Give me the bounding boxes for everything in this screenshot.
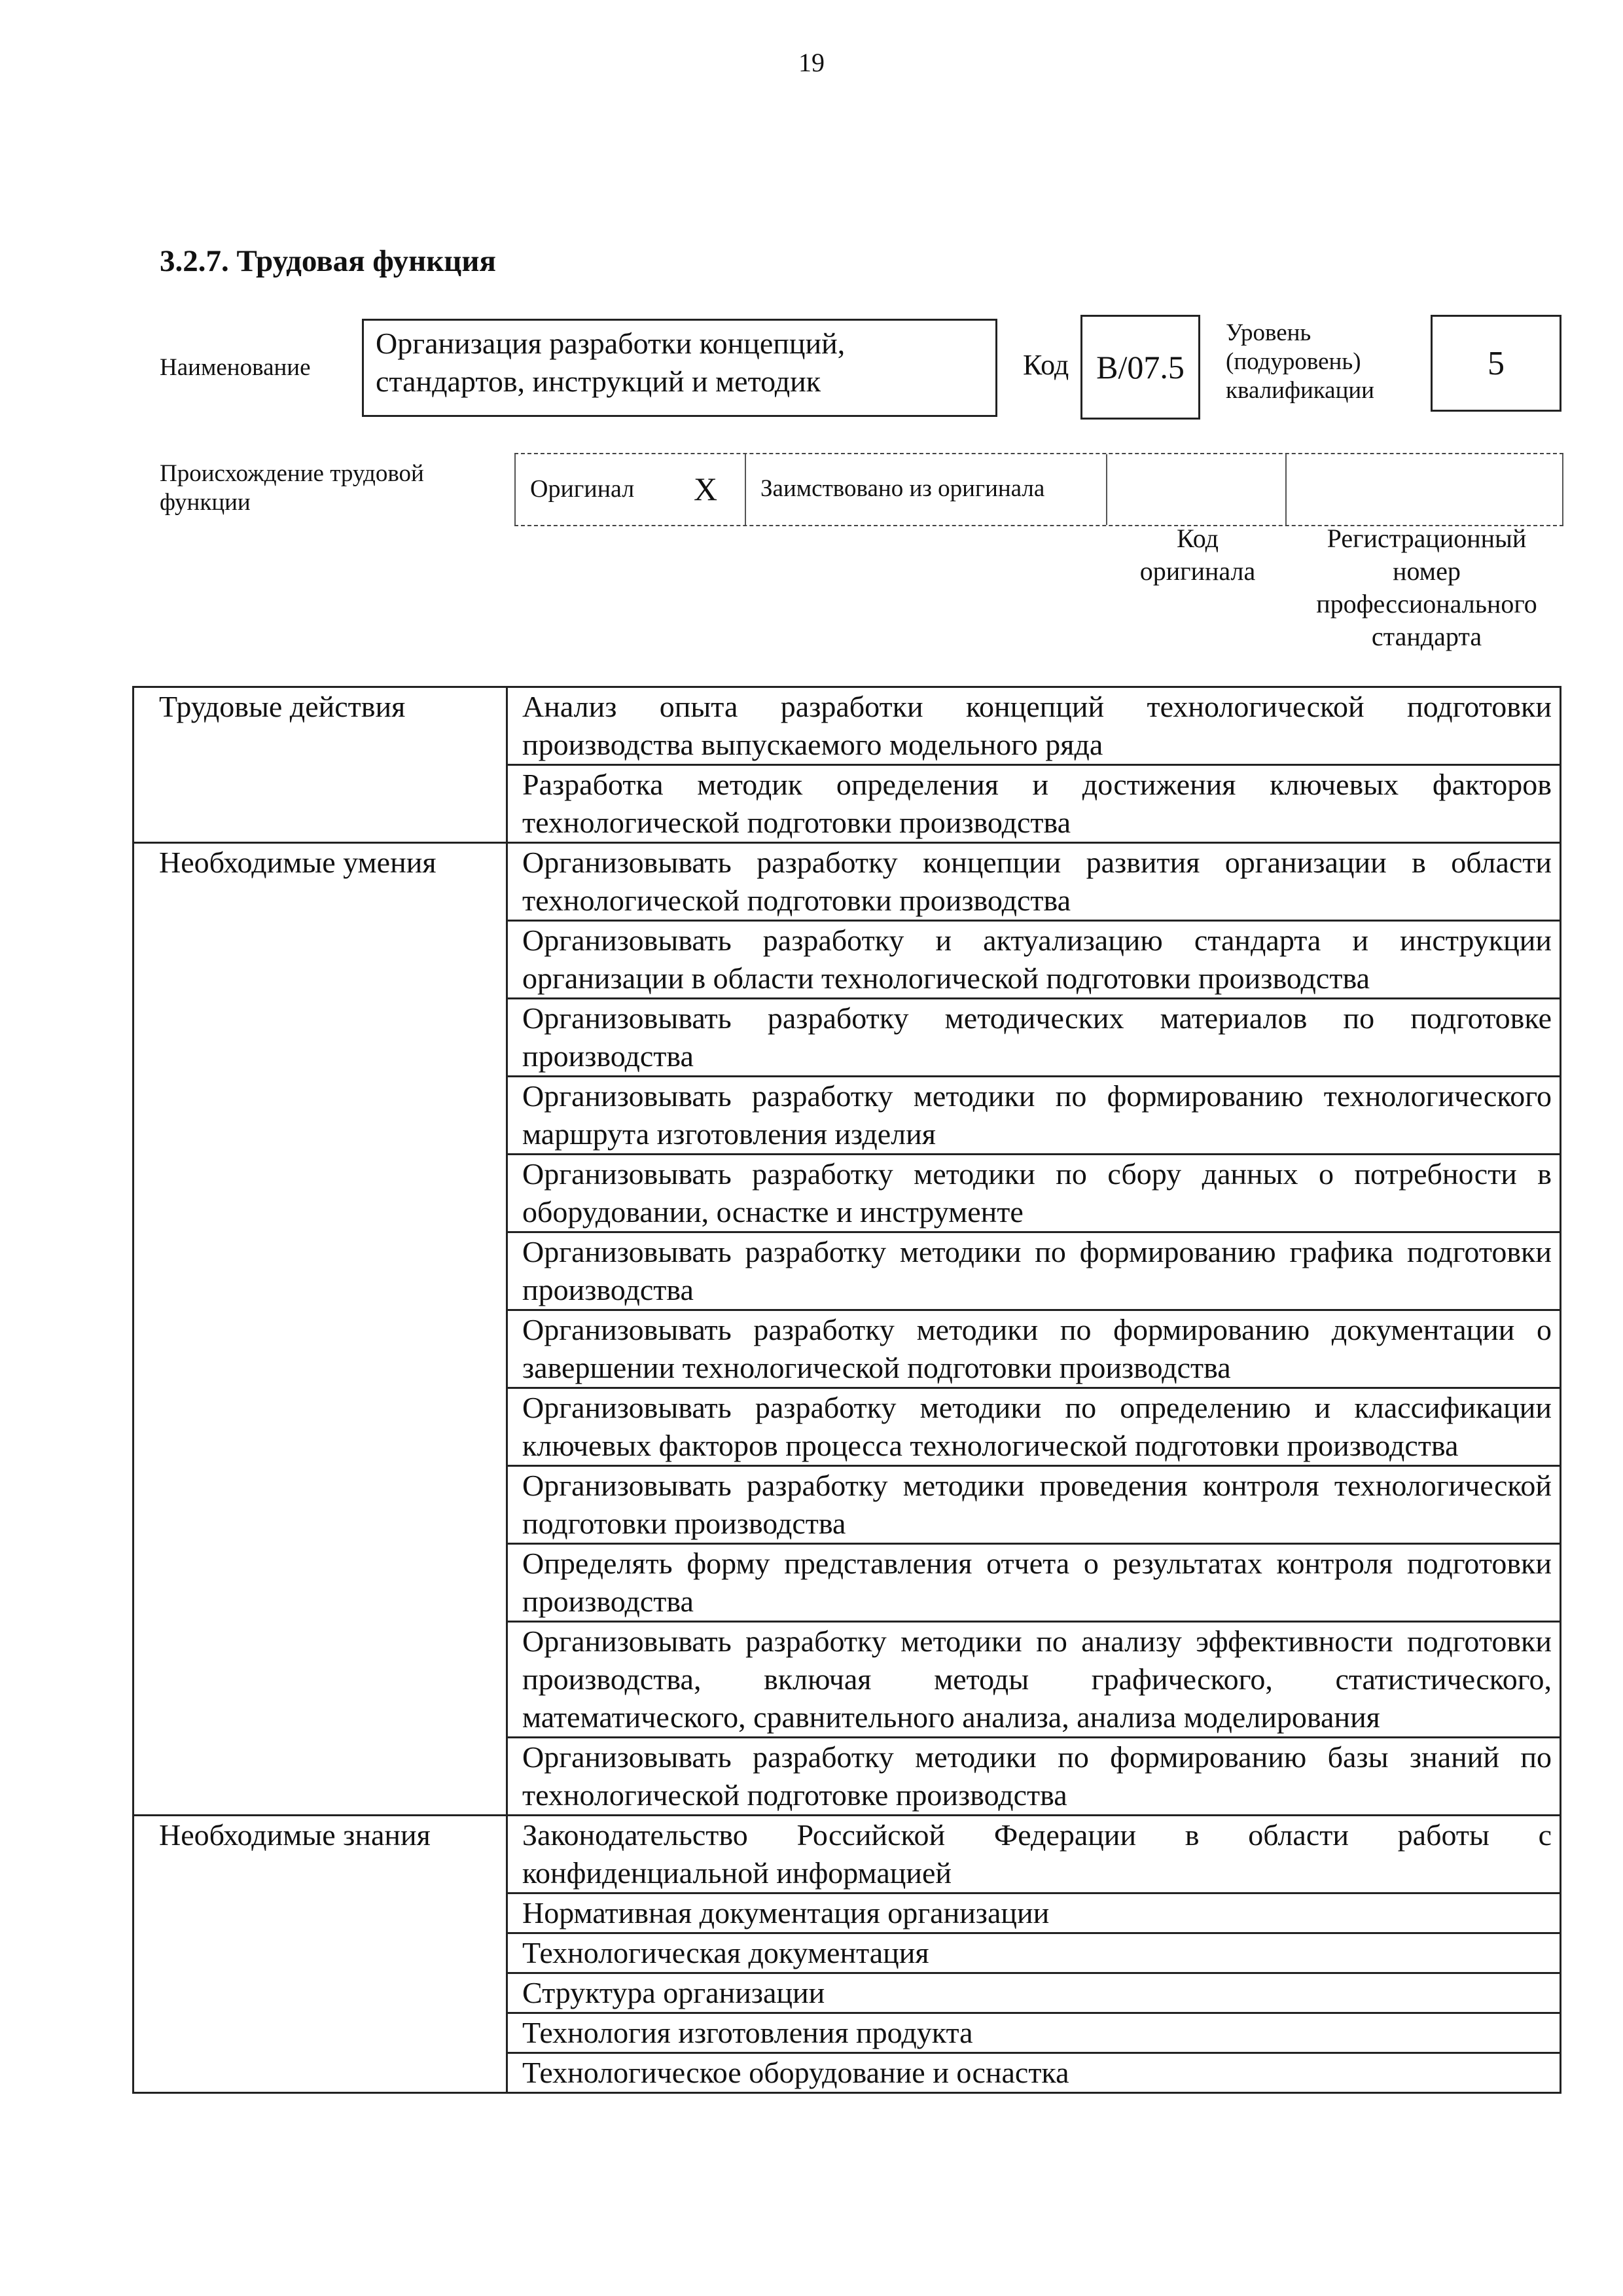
level-label-line3: квалификации [1226, 377, 1374, 404]
table-cell: Организовывать разработку методики проведения контроля технологической подготовки производства [507, 1466, 1561, 1544]
section-title: Необходимые умения [134, 843, 507, 1816]
table-cell: Законодательство Российской Федерации в области работы с конфиденциальной информацией [507, 1816, 1561, 1893]
table-cell: Организовывать разработку методики по анализу эффективности подготовки производства, включая методы графического, статистического, математического, сравнительного анализа, анализа моделирования [507, 1622, 1561, 1738]
origin-original-mark: X [694, 471, 718, 507]
code-original-caption [1113, 522, 1283, 588]
reg-caption-line4: стандарта [1371, 622, 1482, 651]
table-row [134, 843, 1561, 921]
table-cell: Организовывать разработку методики по формированию документации о завершении технологической подготовки производства [507, 1310, 1561, 1388]
table-cell: Технологическая документация [507, 1933, 1561, 1973]
table-cell: Определять форму представления отчета о результатах контроля подготовки производства [507, 1544, 1561, 1622]
section-title: Трудовые действия [134, 687, 507, 843]
origin-label [160, 459, 424, 517]
level-label-line2: (подуровень) [1226, 348, 1361, 375]
table-row [134, 687, 1561, 765]
section-heading: 3.2.7. Трудовая функция [160, 244, 496, 278]
page-number: 19 [798, 48, 825, 77]
origin-cell-divider [745, 454, 746, 525]
origin-original: Оригинал [530, 475, 635, 503]
function-name-line1: Организация разработки концепций, [376, 327, 846, 360]
table-cell: Организовывать разработку и актуализацию стандарта и инструкции организации в области технологической подготовки производства [507, 921, 1561, 999]
origin-cell-divider [514, 454, 516, 525]
table-cell: Организовывать разработку методики по определению и классификации ключевых факторов процесса технологической подготовки производства [507, 1388, 1561, 1466]
origin-cell-divider [1106, 454, 1107, 525]
table-cell: Организовывать разработку методики по сбору данных о потребности в оборудовании, оснастке и инструменте [507, 1155, 1561, 1232]
origin-cell-divider [1562, 454, 1563, 525]
table-cell: Организовывать разработку методики по формированию базы знаний по технологической подготовке производства [507, 1738, 1561, 1816]
code-caption-line2: оригинала [1139, 556, 1256, 586]
reg-caption-line3: профессионального [1316, 589, 1537, 619]
table-cell: Организовывать разработку концепции развития организации в области технологической подготовки производства [507, 843, 1561, 921]
table-cell: Разработка методик определения и достижения ключевых факторов технологической подготовки производства [507, 765, 1561, 843]
level-label-line1: Уровень [1226, 319, 1311, 346]
code-caption-line1: Код [1177, 524, 1219, 553]
name-label: Наименование [160, 354, 311, 381]
code-label: Код [1023, 349, 1069, 381]
level-value: 5 [1431, 315, 1561, 412]
table-cell: Анализ опыта разработки концепций технологической подготовки производства выпускаемого модельного ряда [507, 687, 1561, 765]
registration-number-caption [1283, 522, 1571, 653]
labor-function-table [132, 686, 1561, 2094]
function-name-box [362, 319, 997, 417]
table-cell: Структура организации [507, 1973, 1561, 2013]
origin-label-line2: функции [160, 489, 251, 516]
table-cell: Технология изготовления продукта [507, 2013, 1561, 2053]
table-cell: Организовывать разработку методических материалов по подготовке производства [507, 999, 1561, 1077]
table-cell: Нормативная документация организации [507, 1893, 1561, 1933]
table-cell: Организовывать разработку методики по формированию графика подготовки производства [507, 1232, 1561, 1310]
level-label [1226, 319, 1374, 405]
section-title: Необходимые знания [134, 1816, 507, 2093]
origin-label-line1: Происхождение трудовой [160, 460, 424, 487]
origin-borrowed: Заимствовано из оригинала [760, 475, 1045, 502]
origin-cell-divider [1285, 454, 1287, 525]
table-cell: Технологическое оборудование и оснастка [507, 2053, 1561, 2093]
function-name-line2: стандартов, инструкций и методик [376, 365, 821, 398]
code-value: B/07.5 [1080, 315, 1200, 420]
table-row [134, 1816, 1561, 1893]
reg-caption-line2: номер [1393, 556, 1461, 586]
table-cell: Организовывать разработку методики по формированию технологического маршрута изготовления изделия [507, 1077, 1561, 1155]
reg-caption-line1: Регистрационный [1327, 524, 1527, 553]
